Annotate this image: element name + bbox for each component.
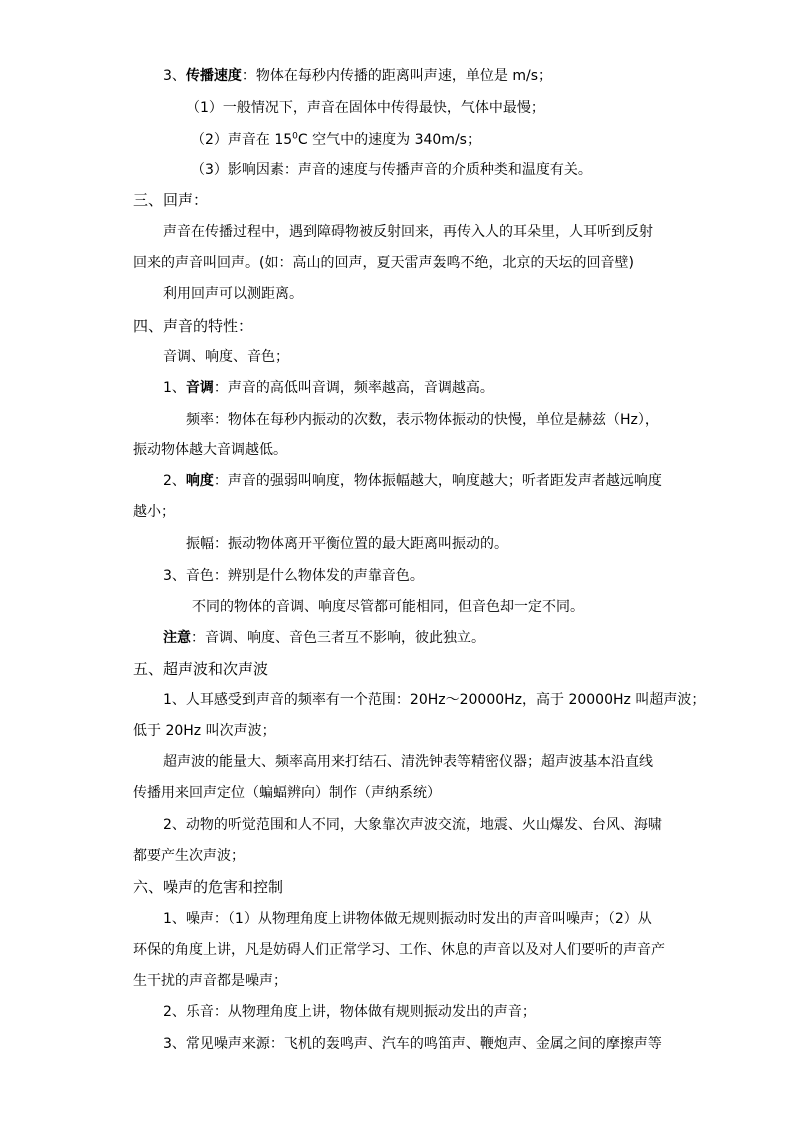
section-heading bbox=[133, 316, 253, 336]
heading-text: 六、噪声的危害和控制 bbox=[133, 878, 284, 896]
superscript: 0 bbox=[292, 131, 298, 142]
line-text: 2、动物的听觉范围和人不同，大象靠次声波交流，地震、火山爆发、台风、海啸 bbox=[163, 817, 662, 833]
text-line bbox=[191, 160, 592, 180]
line-text: 回来的声音叫回声。(如：高山的回声，夏天雷声轰鸣不绝，北京的天坛的回音壁) bbox=[133, 255, 634, 271]
section-heading bbox=[133, 190, 208, 210]
item-number: 2、 bbox=[163, 473, 186, 489]
line-text: 2、乐音：从物理角度上讲，物体做有规则振动发出的声音； bbox=[163, 1004, 536, 1020]
heading-text: 五、超声波和次声波 bbox=[133, 660, 269, 678]
line-text: 都要产生次声波； bbox=[133, 848, 245, 864]
line-text: 越小； bbox=[133, 504, 175, 520]
line-text: 振动物体越大音调越低。 bbox=[133, 442, 287, 458]
text-line bbox=[163, 1002, 536, 1022]
text-line bbox=[163, 471, 662, 491]
line-text: 3、音色：辨别是什么物体发的声靠音色。 bbox=[163, 568, 424, 584]
text-line bbox=[133, 440, 287, 460]
line-text: 声音在传播过程中，遇到障碍物被反射回来，再传入人的耳朵里，人耳听到反射 bbox=[163, 224, 653, 240]
text-line bbox=[186, 98, 545, 118]
text-line bbox=[163, 347, 289, 367]
text-line bbox=[163, 752, 653, 772]
text-line bbox=[186, 410, 659, 430]
line-text: 3、常见噪声来源：飞机的轰鸣声、汽车的鸣笛声、鞭炮声、金属之间的摩擦声等 bbox=[163, 1036, 662, 1052]
text-line bbox=[163, 815, 662, 835]
line-text: 传播用来回声定位（蝙蝠辨向）制作（声纳系统） bbox=[133, 785, 441, 801]
line-text: （1）一般情况下，声音在固体中传得最快，气体中最慢； bbox=[186, 100, 545, 116]
line-text: 超声波的能量大、频率高用来打结石、清洗钟表等精密仪器；超声波基本沿直线 bbox=[163, 754, 653, 770]
line-text: （2）声音在 15 bbox=[191, 132, 293, 148]
line-text: 振幅：振动物体离开平衡位置的最大距离叫振动的。 bbox=[186, 536, 508, 552]
text-line bbox=[186, 534, 508, 554]
line-text: 1、噪声：（1）从物理角度上讲物体做无规则振动时发出的声音叫噪声；（2）从 bbox=[163, 911, 652, 927]
line-text: 不同的物体的音调、响度尽管都可能相同，但音色却一定不同。 bbox=[192, 599, 584, 615]
text-line bbox=[163, 628, 485, 648]
text-line bbox=[163, 690, 705, 710]
heading-text: 四、声音的特性： bbox=[133, 317, 254, 335]
item-number: 1、 bbox=[163, 380, 186, 396]
text-line bbox=[163, 1034, 662, 1054]
line-text: 环保的角度上讲，凡是妨碍人们正常学习、工作、休息的声音以及对人们要听的声音产 bbox=[133, 942, 665, 958]
definition-text: ：物体在每秒内传播的距离叫声速，单位是 m/s； bbox=[241, 68, 553, 84]
text-line bbox=[163, 378, 494, 398]
text-line bbox=[133, 940, 665, 960]
text-line bbox=[163, 222, 653, 242]
text-line bbox=[163, 284, 303, 304]
term-bold: 音调 bbox=[185, 380, 214, 396]
text-line bbox=[133, 971, 287, 991]
heading-text: 三、回声： bbox=[133, 191, 209, 209]
text-line bbox=[191, 130, 481, 150]
line-text: 低于 20Hz 叫次声波； bbox=[133, 723, 276, 739]
line-text: 音调、响度、音色； bbox=[163, 349, 289, 365]
text-line bbox=[133, 721, 276, 741]
note-text: ：音调、响度、音色三者互不影响，彼此独立。 bbox=[191, 630, 485, 646]
text-line bbox=[133, 783, 441, 803]
line-text: 生干扰的声音都是噪声； bbox=[133, 973, 287, 989]
note-label: 注意 bbox=[163, 630, 191, 646]
text-line bbox=[192, 597, 584, 617]
definition-text: ：声音的高低叫音调，频率越高，音调越高。 bbox=[213, 380, 494, 396]
section-heading bbox=[133, 877, 283, 897]
item-number: 3、 bbox=[163, 68, 186, 84]
text-line bbox=[163, 909, 652, 929]
line-text: C 空气中的速度为 340m/s； bbox=[297, 132, 481, 148]
term-bold: 传播速度 bbox=[185, 68, 242, 84]
term-bold: 响度 bbox=[185, 473, 214, 489]
text-line bbox=[133, 253, 634, 273]
line-text: 利用回声可以测距离。 bbox=[163, 286, 303, 302]
text-line bbox=[163, 566, 424, 586]
section-heading bbox=[133, 659, 268, 679]
text-line bbox=[163, 66, 552, 86]
line-text: 1、人耳感受到声音的频率有一个范围：20Hz～20000Hz，高于 20000Hz 叫超声波； bbox=[163, 692, 706, 708]
text-line bbox=[133, 846, 245, 866]
text-line bbox=[133, 502, 175, 522]
line-text: 频率：物体在每秒内振动的次数，表示物体振动的快慢，单位是赫兹（Hz）， bbox=[186, 412, 659, 428]
line-text: （3）影响因素：声音的速度与传播声音的介质种类和温度有关。 bbox=[191, 162, 592, 178]
definition-text: ：声音的强弱叫响度，物体振幅越大，响度越大；听者距发声者越远响度 bbox=[213, 473, 662, 489]
